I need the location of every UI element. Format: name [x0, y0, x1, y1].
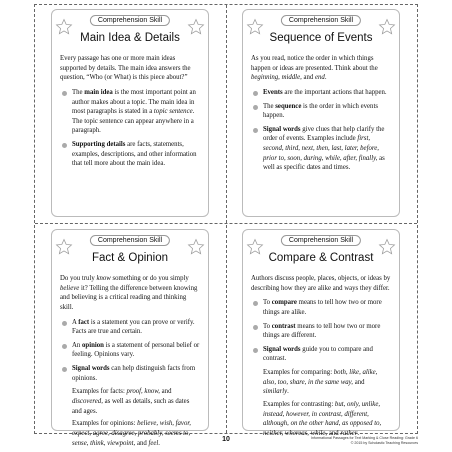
list-item: Signal words can help distinguish facts from opinions.: [60, 364, 200, 383]
list-item: Supporting details are facts, statements, examples, descriptions, and other information that tell more about the main idea.: [60, 140, 200, 169]
card-main-idea: [51, 9, 209, 217]
card-intro: As you read, notice the order in which things happen or ideas are presented. Think about the beginning, middle, and end.: [251, 55, 378, 82]
example-text: Examples for comparing: both, like, alike, also, too, share, in the same way, and similarly.: [263, 369, 378, 396]
card-title: Compare & Contrast: [268, 252, 374, 264]
card-intro: Every passage has one or more main ideas supported by details. The main idea answers the question, “Who (or What) is this piece about?”: [60, 55, 191, 82]
card-intro: Authors discuss people, places, objects, or ideas by describing how they are alike and ways they differ.: [251, 275, 391, 292]
list-item: To contrast means to tell how two or more things are different.: [251, 322, 391, 341]
list-item: An opinion is a statement of personal belief or feeling. Opinions vary.: [60, 341, 200, 360]
list-item: The sequence is the order in which events happen.: [251, 102, 391, 121]
example-text: Examples for opinions: believe, wish, favor, expect, agree, disagree, probably, seems to, sense, think, viewpoint, and feel.: [72, 420, 191, 447]
list-item: Events are the important actions that happen.: [251, 88, 391, 98]
horizontal-cut-line: [35, 223, 417, 224]
skill-tag: Comprehension Skill: [90, 235, 170, 246]
credit-text: Informational Passages for Text Marking & Close Reading: Grade 6 © 2015 by Scholastic Teaching Resources: [310, 436, 418, 445]
list-item: A fact is a statement you can prove or verify. Facts are true and certain.: [60, 318, 200, 337]
card-compare-contrast: [242, 229, 400, 437]
card-title: Fact & Opinion: [91, 252, 169, 264]
skill-tag: Comprehension Skill: [281, 15, 361, 26]
example-text: Examples for facts: proof, know, and discovered, as well as details, such as dates and ages.: [72, 388, 190, 415]
list-item: The main idea is the most important point an author makes about a topic. The main idea in most paragraphs is stated in a topic sentence. The topic sentence can appear anywhere in a paragraph.: [60, 88, 200, 136]
skill-tag: Comprehension Skill: [281, 235, 361, 246]
list-item: Signal words give clues that help clarify the order of events. Examples include first, second, third, next, then, last, later, before, prior to, soon, during, while, after, finally, as well as specific dates and times.: [251, 125, 391, 173]
card-intro: Do you truly know something or do you simply believe it? Telling the difference between knowing and believing is a critical reading and thinking skill.: [60, 275, 198, 311]
list-item: To compare means to tell how two or more things are alike.: [251, 298, 391, 317]
vertical-cut-line: [226, 5, 227, 433]
example-text: Examples for contrasting: but, only, unlike, instead, however, in contrast, different, although, on the other hand, as opposed to, neither, whereas, while, and rather.: [263, 401, 382, 437]
skill-tag: Comprehension Skill: [90, 15, 170, 26]
page-number: 10: [222, 436, 230, 443]
card-title: Sequence of Events: [269, 32, 373, 44]
card-sequence: [242, 9, 400, 217]
card-title: Main Idea & Details: [80, 32, 180, 44]
card-fact-opinion: [51, 229, 209, 447]
list-item: Signal words guide you to compare and contrast.: [251, 345, 391, 364]
